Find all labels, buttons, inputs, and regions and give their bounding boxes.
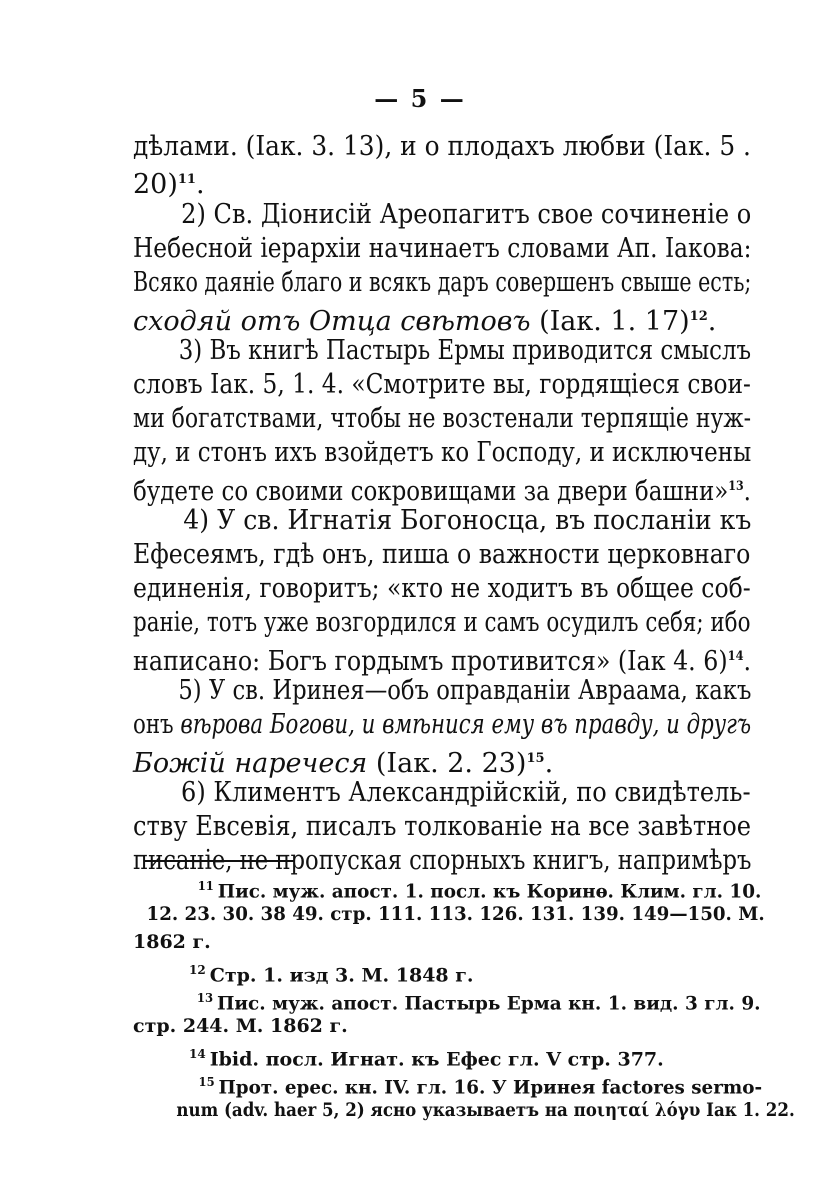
- text-span: 5) У св. Иринея—объ оправданіи Авраама, какъ: [178, 675, 752, 706]
- footnote-text: Пис. муж. апост. Пастырь Ерма кн. 1. вид. 3 гл. 9.: [216, 992, 761, 1015]
- text-span: писаніе, не пропуская спорныхъ книгъ, напримѣръ: [133, 845, 752, 876]
- text-span: раніе, тотъ уже возгордился и самъ осудилъ себя; ибо: [133, 607, 751, 638]
- footnote-number: 12: [189, 963, 206, 977]
- footnote-ref: 15: [526, 751, 545, 766]
- footnote-number: 15: [198, 1075, 215, 1089]
- footnote-text: Ibid. посл. Игнат. къ Ефес гл. V стр. 377.: [209, 1048, 664, 1071]
- footnote-text: 1862 г.: [133, 931, 211, 953]
- footnote-line: [143, 986, 761, 1016]
- text-line: [133, 674, 751, 708]
- text-span: единенія, говоритъ; «кто не ходитъ въ общее соб-: [133, 573, 751, 604]
- text-span: Небесной іерархіи начинаетъ словами Ап. Іакова:: [133, 233, 752, 264]
- text-span: будете со своими сокровищами за двери башни»: [133, 476, 729, 507]
- text-span: Ефесеямъ, гдѣ онъ, пиша о важности церковнаго: [133, 539, 751, 570]
- italic-quote: Божій наречеся: [133, 748, 368, 779]
- text-line: [133, 368, 751, 402]
- text-line: [133, 436, 751, 470]
- text-span: 6) Климентъ Александрійскій, по свидѣтель-: [181, 777, 751, 808]
- footnote-divider: [145, 860, 295, 862]
- text-span: онъ: [133, 709, 181, 740]
- text-line: [133, 232, 751, 266]
- text-span: словъ Іак. 5, 1. 4. «Смотрите вы, гордящіеся свои-: [133, 369, 751, 400]
- footnote-text: num (adv. haer 5, 2) ясно указываетъ на ποιηταί λόγυ Іак 1. 22.: [176, 1099, 795, 1121]
- text-span: .: [743, 646, 752, 677]
- footnote-line: [133, 930, 751, 955]
- footnote-ref: 13: [728, 479, 744, 494]
- text-line: [133, 708, 751, 742]
- text-span: ду, и стонъ ихъ взойдетъ ко Господу, и исключены: [133, 437, 752, 468]
- footnote-text: стр. 244. М. 1862 г.: [133, 1015, 348, 1037]
- footnote-text: Пис. муж. апост. 1. посл. къ Коринѳ. Клим. гл. 10.: [217, 880, 762, 903]
- footnote-number: 11: [197, 879, 214, 893]
- text-line: [133, 198, 751, 232]
- text-span: 3) Въ книгѣ Пастырь Ермы приводится смыслъ: [178, 335, 752, 366]
- text-line: [133, 504, 751, 538]
- text-line: [133, 130, 751, 164]
- page-number: — 5 —: [374, 84, 466, 113]
- footnote-line: [145, 1070, 763, 1100]
- text-span: Всяко даяніе благо и всякъ даръ совершенъ свыше есть;: [133, 267, 752, 298]
- italic-quote: вѣрова Богови, и вмѣнися ему въ правду, и другъ: [180, 709, 752, 740]
- footnote-line: [176, 1098, 794, 1123]
- footnote-text: Прот. ерес. кн. IV. гл. 16. У Иринея factores sermo-: [218, 1076, 763, 1099]
- text-line: [133, 572, 751, 606]
- footnote-line: [147, 902, 765, 927]
- text-span: .: [544, 748, 554, 779]
- footnote-ref: 14: [727, 649, 744, 664]
- text-span: 4) У св. Игнатія Богоносца, въ посланіи къ: [183, 505, 752, 536]
- text-span: 20): [133, 169, 178, 200]
- text-line: [133, 538, 751, 572]
- text-line: [133, 266, 751, 300]
- text-span: .: [707, 306, 717, 337]
- italic-quote: сходяй отъ Отца свѣтовъ: [133, 306, 531, 337]
- text-line: [133, 334, 751, 368]
- text-span: 2) Св. Діонисій Ареопагитъ свое сочиненіе о: [181, 199, 752, 230]
- text-span: .: [743, 476, 751, 507]
- footnote-line: [133, 1014, 751, 1039]
- footnote-line: [144, 874, 762, 904]
- footnote-text: 12. 23. 30. 38 49. стр. 111. 113. 126. 131. 139. 149—150. М.: [146, 903, 765, 925]
- footnote-number: 14: [189, 1047, 206, 1061]
- text-span: (Іак. 1. 17): [530, 306, 690, 337]
- text-line: [133, 163, 751, 202]
- text-span: написано: Богъ гордымъ противится» (Іак 4. 6): [133, 646, 728, 677]
- text-span: .: [195, 169, 205, 200]
- text-line: [133, 810, 751, 844]
- text-line: [133, 402, 751, 436]
- text-span: (Іак. 2. 23): [367, 748, 527, 779]
- footnote-line: [133, 958, 751, 988]
- footnote-text: Стр. 1. изд 3. М. 1848 г.: [209, 964, 474, 987]
- footnote-ref: 11: [177, 172, 196, 187]
- footnote-number: 13: [196, 991, 214, 1005]
- text-span: дѣлами. (Іак. 3. 13), и о плодахъ любви (Іак. 5 .: [133, 131, 751, 162]
- text-line: [133, 776, 751, 810]
- footnote-line: [133, 1042, 751, 1072]
- footnote-ref: 12: [689, 309, 708, 324]
- text-span: ми богатствами, чтобы не возстенали терпящіе нуж-: [133, 403, 751, 434]
- text-line: [133, 606, 751, 640]
- text-span: ству Евсевія, писалъ толкованіе на все завѣтное: [133, 811, 752, 842]
